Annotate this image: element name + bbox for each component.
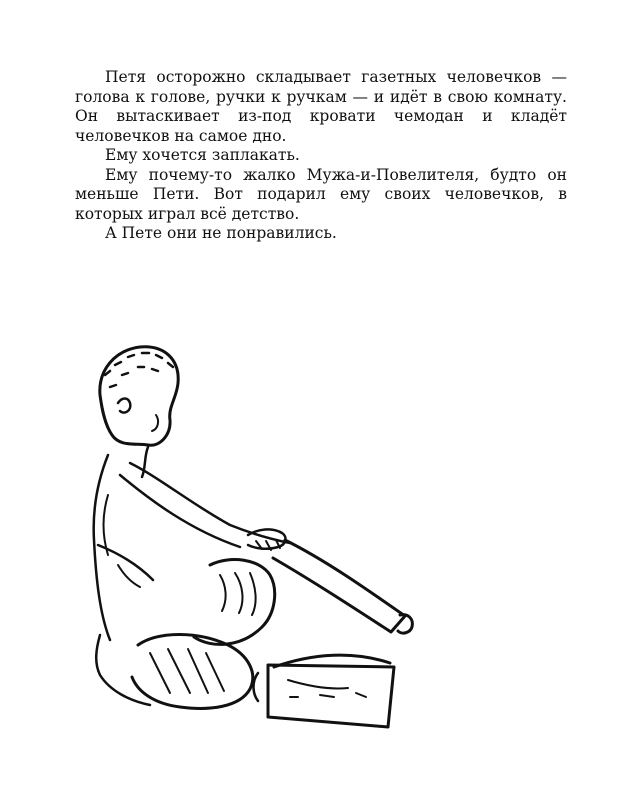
story-text bbox=[75, 68, 567, 244]
suitcase-drawing bbox=[254, 540, 413, 727]
paragraph-4: А Пете они не понравились. bbox=[105, 224, 337, 242]
paragraph-2: Ему хочется заплакать. bbox=[105, 146, 300, 164]
head-drawing bbox=[100, 347, 178, 477]
boy-with-suitcase-illustration-icon bbox=[60, 335, 440, 730]
paragraph-1: Петя осторожно складывает газетных человечков — голова к голове, ручки к ручкам — и идёт в свою комнату. Он вытаскивает из-под кровати чемодан и кладёт человечков на самое дно. bbox=[75, 68, 567, 145]
illustration-svg bbox=[60, 335, 440, 730]
paragraph-3: Ему почему-то жалко Мужа-и-Повелителя, будто он меньше Пети. Вот подарил ему своих человечков, в которых играл всё детство. bbox=[75, 165, 567, 223]
legs-drawing bbox=[96, 560, 274, 709]
